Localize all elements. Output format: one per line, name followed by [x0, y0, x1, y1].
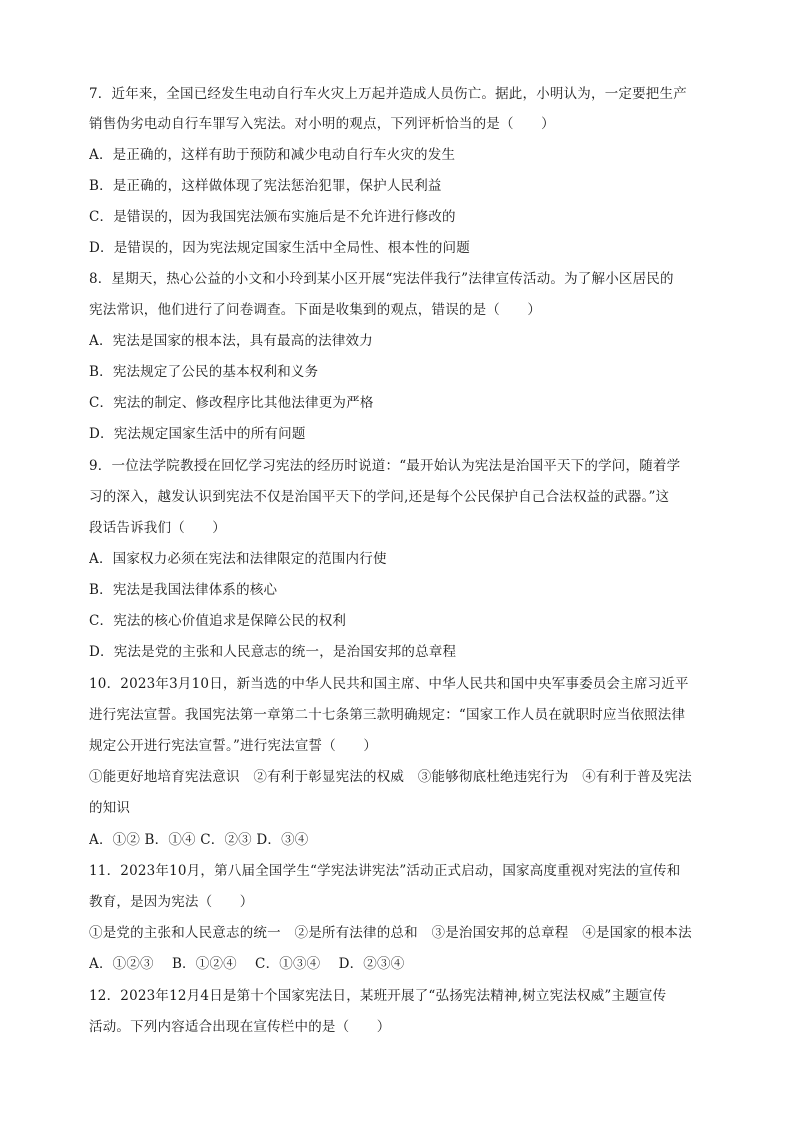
q7-stem-line-2: 销售伪劣电动自行车罪写入宪法。对小明的观点，下列评析恰当的是（ ）: [89, 116, 555, 132]
q9-stem-line-1: 9．一位法学院教授在回忆学习宪法的经历时说道：“最开始认为宪法是治国平天下的学问，随着学: [89, 458, 681, 474]
q10-answer-choices: A．①② B．①④ C．②③ D．③④: [89, 832, 309, 848]
q11-stem-line-2: 教育，是因为宪法（ ）: [89, 894, 254, 910]
q9-option-c: C．宪法的核心价值追求是保障公民的权利: [89, 613, 347, 629]
q11-stem-line-1: 11．2023年10月，第八届全国学生“学宪法讲宪法”活动正式启动，国家高度重视对宪法的宣传和: [89, 863, 681, 879]
q7-stem-line-1: 7．近年来，全国已经发生电动自行车火灾上万起并造成人员伤亡。据此，小明认为，一定要把生产: [89, 86, 687, 102]
q9-stem-line-3: 段话告诉我们（ ）: [89, 520, 226, 536]
q10-items-line-1: ①能更好地培育宪法意识 ②有利于彰显宪法的权威 ③能够彻底杜绝违宪行为 ④有利于普及宪法: [89, 769, 692, 785]
q9-option-d: D．宪法是党的主张和人民意志的统一，是治国安邦的总章程: [89, 644, 457, 660]
q9-stem-line-2: 习的深入，越发认识到宪法不仅是治国平天下的学问,还是每个公民保护自己合法权益的武器。”这: [89, 489, 670, 505]
q11-answer-choices: A．①②③ B．①②④ C．①③④ D．②③④: [89, 956, 405, 972]
q8-stem-line-2: 宪法常识，他们进行了问卷调查。下面是收集到的观点，错误的是（ ）: [89, 302, 542, 318]
q10-stem-line-3: 规定公开进行宪法宣誓。”进行宪法宣誓（ ）: [89, 738, 378, 754]
q11-items-line-1: ①是党的主张和人民意志的统一 ②是所有法律的总和 ③是治国安邦的总章程 ④是国家的根本法: [89, 925, 692, 941]
q8-option-c: C．宪法的制定、修改程序比其他法律更为严格: [89, 395, 374, 411]
q8-option-b: B．宪法规定了公民的基本权利和义务: [89, 364, 319, 380]
q10-stem-line-1: 10．2023年3月10日，新当选的中华人民共和国主席、中华人民共和国中央军事委员会主席习近平: [89, 676, 689, 692]
q7-option-b: B．是正确的，这样做体现了宪法惩治犯罪，保护人民利益: [89, 178, 442, 194]
q8-option-a: A．宪法是国家的根本法，具有最高的法律效力: [89, 333, 373, 349]
q7-option-a: A．是正确的，这样有助于预防和减少电动自行车火灾的发生: [89, 147, 456, 163]
q12-stem-line-2: 活动。下列内容适合出现在宣传栏中的是（ ）: [89, 1019, 391, 1035]
q8-stem-line-1: 8．星期天，热心公益的小文和小玲到某小区开展“宪法伴我行”法律宣传活动。为了解小区居民的: [89, 271, 674, 287]
q9-option-b: B．宪法是我国法律体系的核心: [89, 582, 278, 598]
q12-stem-line-1: 12．2023年12月4日是第十个国家宪法日，某班开展了“弘扬宪法精神,树立宪法权威”主题宣传: [89, 988, 667, 1004]
q10-items-line-2: 的知识: [89, 800, 131, 816]
q10-stem-line-2: 进行宪法宣誓。我国宪法第一章第二十七条第三款明确规定：“国家工作人员在就职时应当依照法律: [89, 707, 686, 723]
q7-option-d: D．是错误的，因为宪法规定国家生活中全局性、根本性的问题: [89, 240, 470, 256]
q8-option-d: D．宪法规定国家生活中的所有问题: [89, 426, 306, 442]
q9-option-a: A．国家权力必须在宪法和法律限定的范围内行使: [89, 551, 387, 567]
q7-option-c: C．是错误的，因为我国宪法颁布实施后是不允许进行修改的: [89, 209, 456, 225]
